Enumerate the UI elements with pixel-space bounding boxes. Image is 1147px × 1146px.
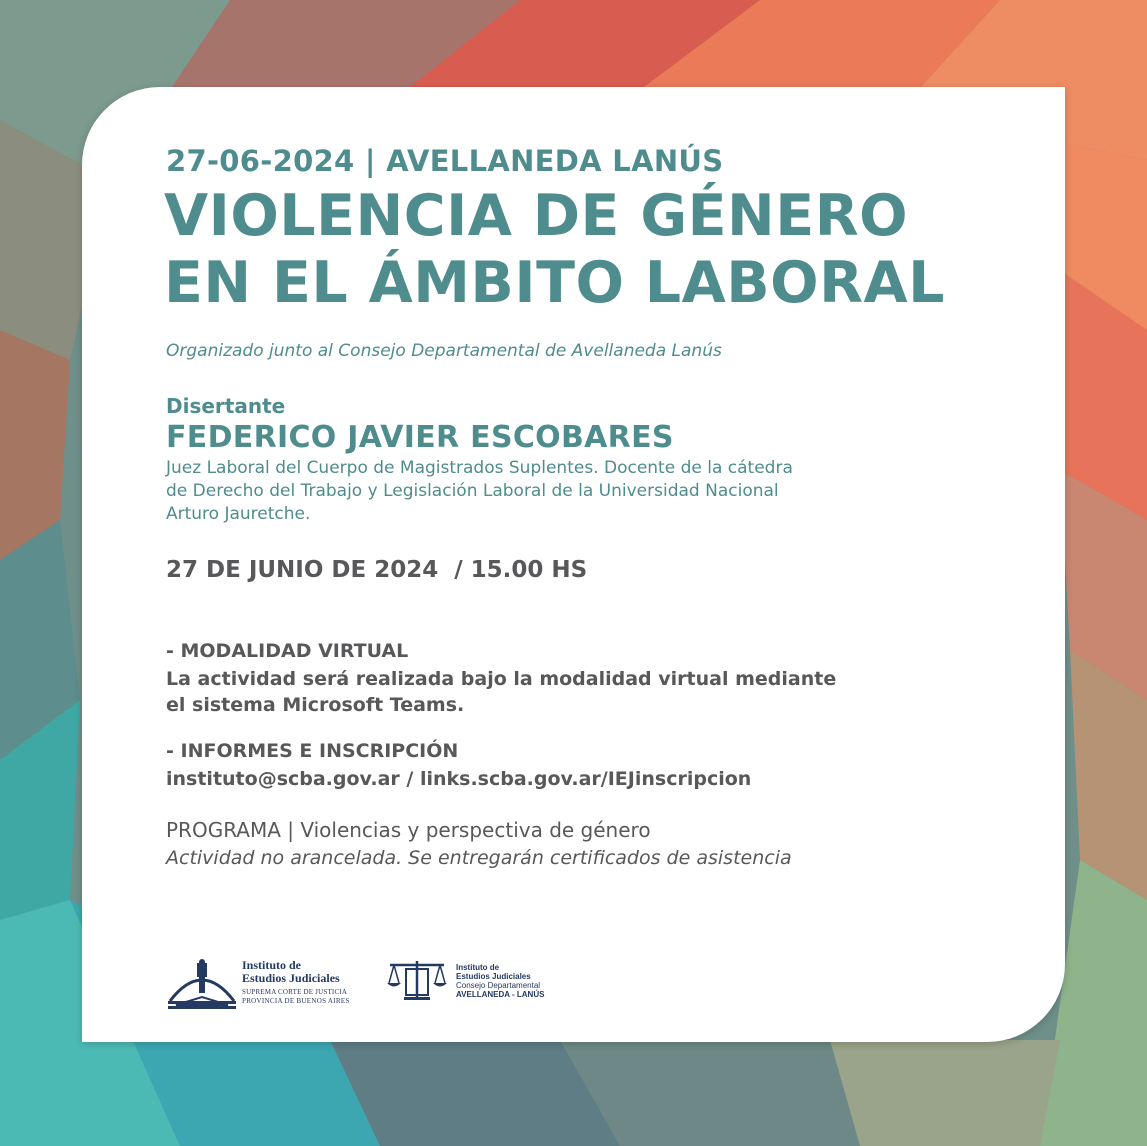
info-heading: - INFORMES E INSCRIPCIÓN [166,740,459,762]
speaker-label: Disertante [166,394,286,418]
modality-heading: - MODALIDAD VIRTUAL [166,640,409,662]
logo2-line1: Instituto de [456,963,500,972]
iej-avellaneda-lanus-logo [386,957,586,1009]
speaker-bio-line2: de Derecho del Trabajo y Legislación Laboral de la Universidad Nacional [166,481,779,501]
event-datetime: 27 DE JUNIO DE 2024 / 15.00 HS [166,557,588,583]
modality-line2: el sistema Microsoft Teams. [166,694,465,716]
contact-links[interactable]: instituto@scba.gov.ar / links.scba.gov.ar/IEJinscripcion [166,768,752,790]
courthouse-icon [166,955,238,1011]
logo1-line1: Instituto de [242,958,302,972]
speaker-bio [166,457,1026,526]
speaker-bio-line3: Arturo Jauretche. [166,504,311,524]
iej-scba-logo [166,953,366,1013]
logo2-line2: Estudios Judiciales [456,972,531,981]
event-title-line1: VIOLENCIA DE GÉNERO [164,183,909,249]
logo1-line2: Estudios Judiciales [242,971,340,985]
program-text: PROGRAMA | Violencias y perspectiva de género [166,818,651,842]
event-title-line2: EN EL ÁMBITO LABORAL [164,250,945,316]
logo1-line3: SUPREMA CORTE DE JUSTICIA [242,988,348,996]
modality-line1: La actividad será realizada bajo la modalidad virtual mediante [166,668,837,690]
event-title [164,183,1026,317]
date-location: 27-06-2024 | AVELLANEDA LANÚS [166,144,724,178]
logo2-line4: AVELLANEDA - LANÚS [456,990,545,999]
logos-row [166,953,666,1013]
info-card [82,87,1065,1042]
speaker-name: FEDERICO JAVIER ESCOBARES [166,420,674,455]
card-content [166,141,1026,871]
certificate-note: Actividad no arancelada. Se entregarán certificados de asistencia [166,847,792,869]
scales-icon [386,957,448,1003]
speaker-bio-line1: Juez Laboral del Cuerpo de Magistrados Suplentes. Docente de la cátedra [166,458,793,478]
logo1-line4: PROVINCIA DE BUENOS AIRES [242,997,350,1005]
logo2-line3: Consejo Departamental [456,981,541,990]
organized-by: Organizado junto al Consejo Departamental de Avellaneda Lanús [166,341,722,361]
modality-text [166,666,1026,718]
